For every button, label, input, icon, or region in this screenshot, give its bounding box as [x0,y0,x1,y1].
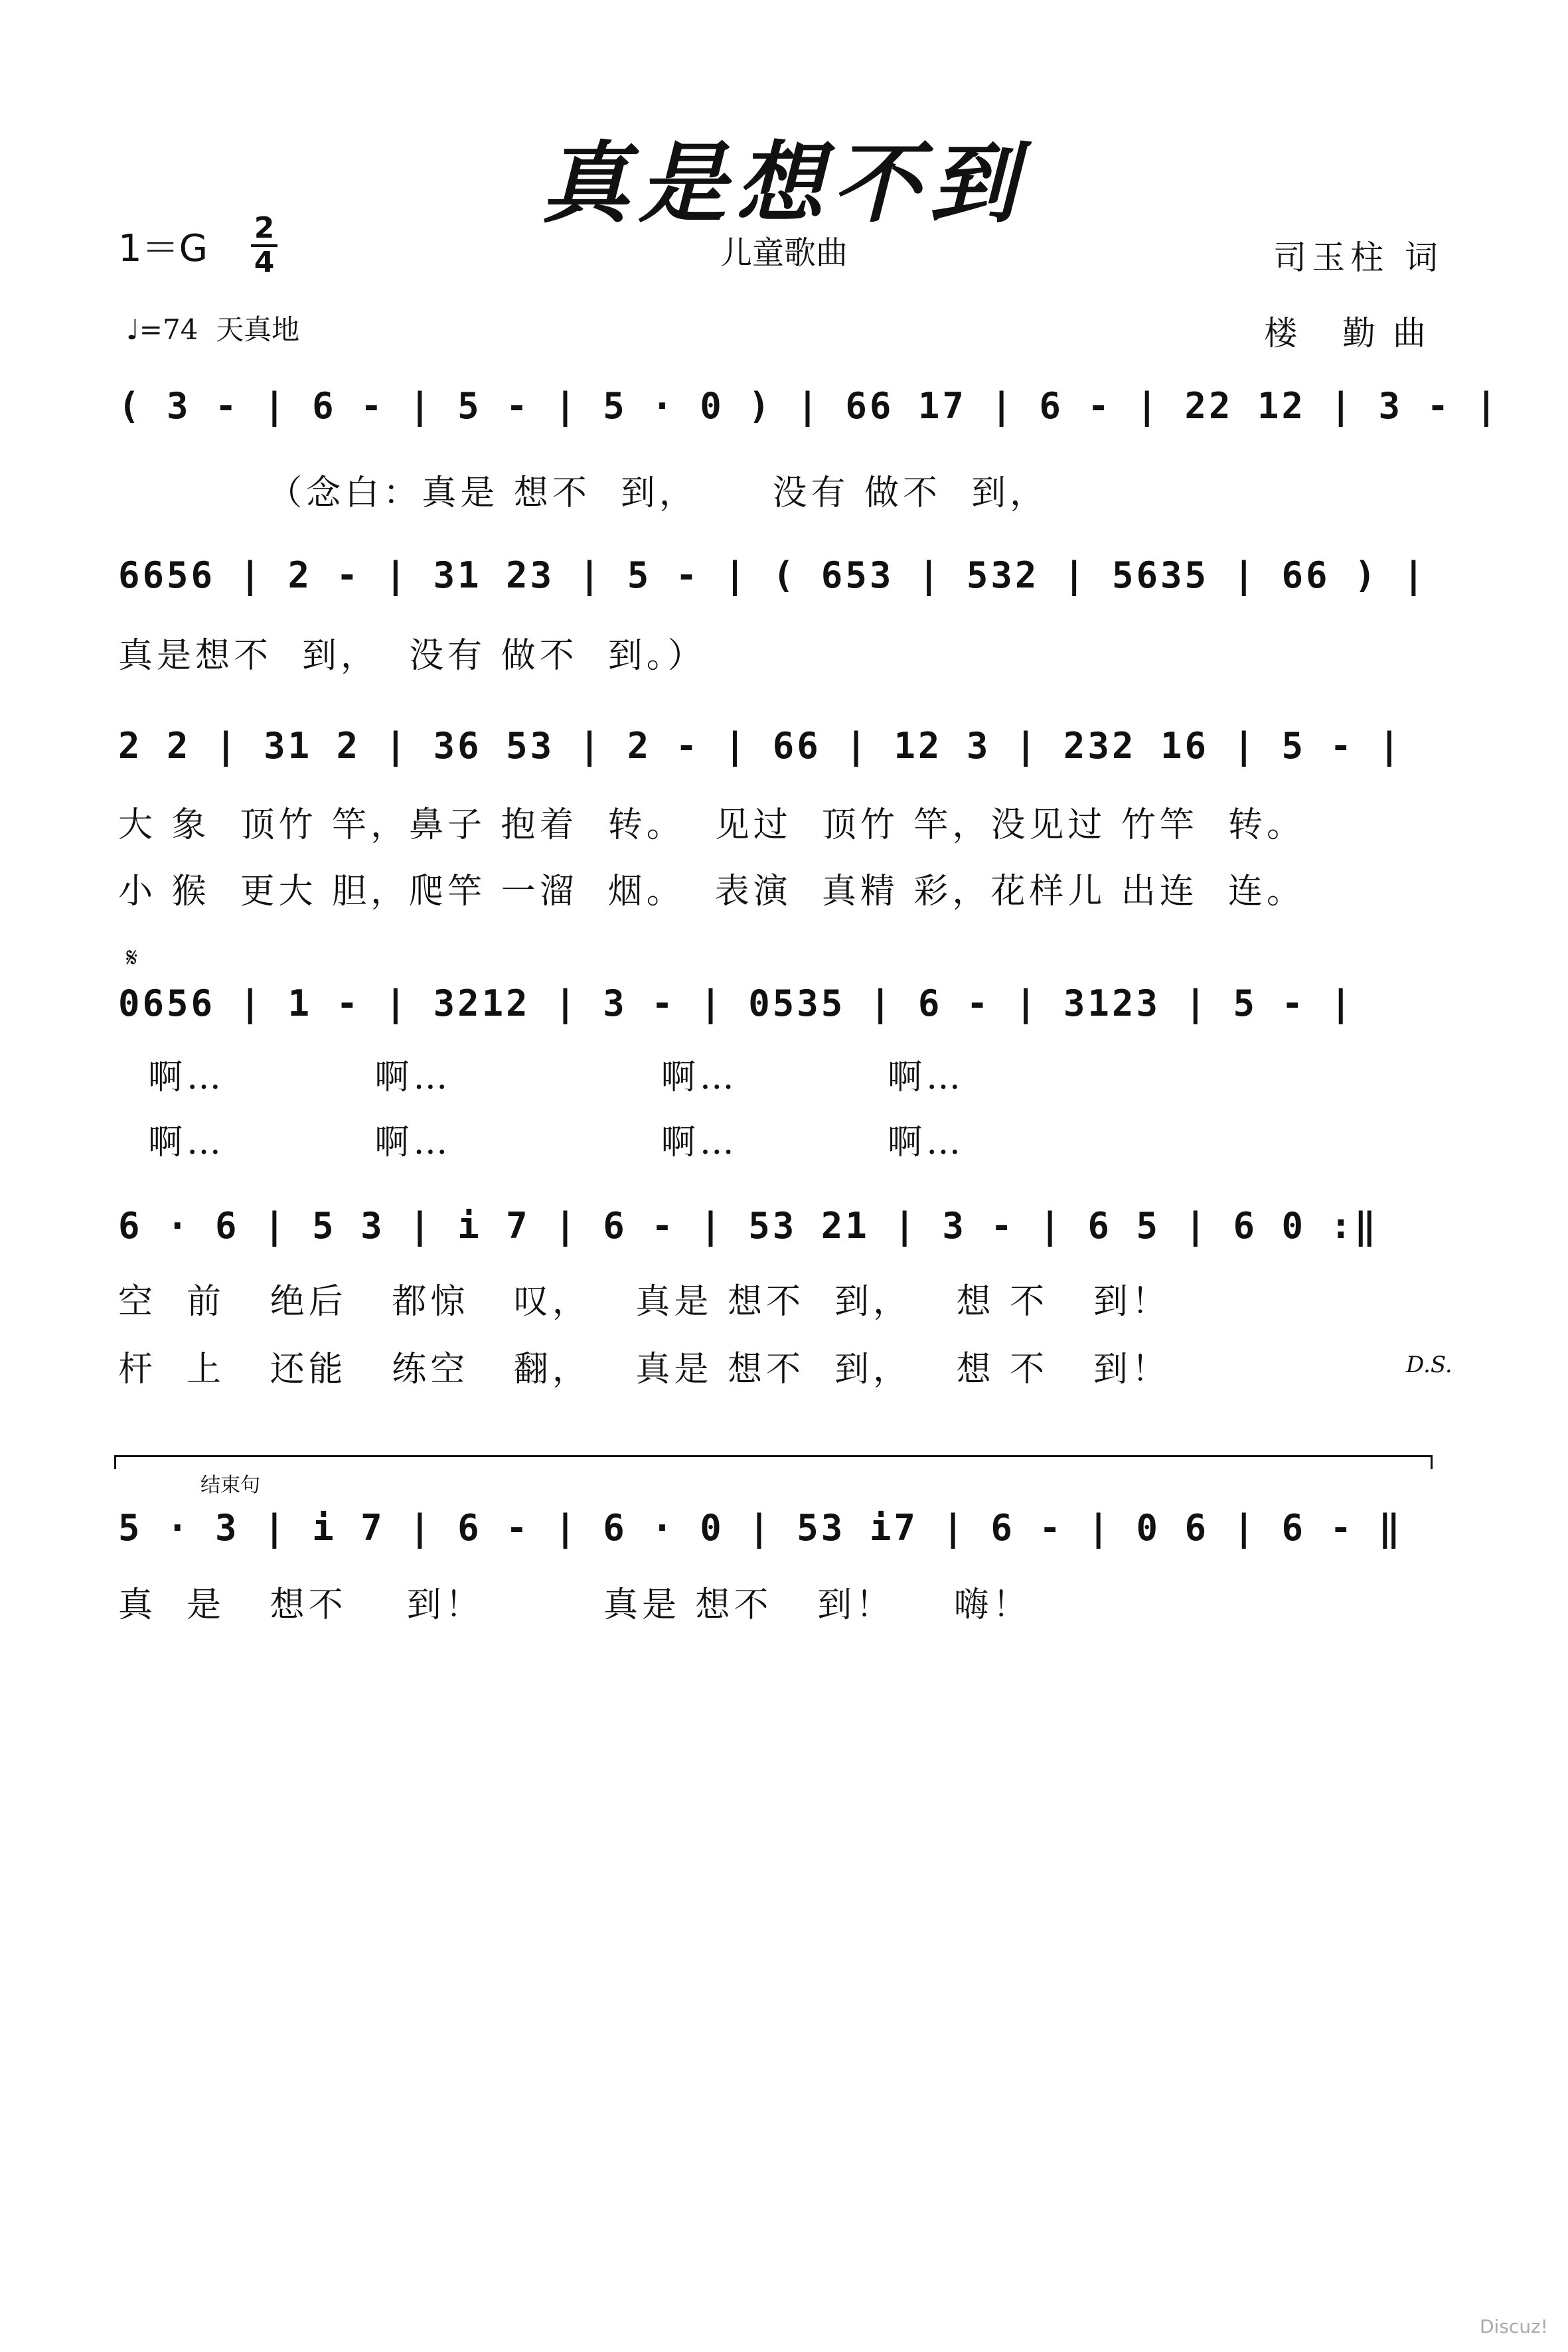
notation-row-4: 0656 | 1 - | 3212 | 3 - | 0535 | 6 - | 3123 | 5 - | [118,982,1355,1024]
tempo-marking: ♩=74 天真地 [126,313,300,346]
lyric-row-5-verse-2: 杆 上 还能 练空 翻， 真是 想不 到， 想 不 到！ [118,1350,1170,1389]
lyric-row-1: （念白：真是 想不 到， 没有 做不 到， [118,473,1049,513]
composer: 楼 勤曲 [1264,314,1443,353]
notation-row-1: ( 3 - | 6 - | 5 - | 5 · 0 ) | 66 17 | 6 - | 22 12 | 3 - | [118,385,1500,427]
lyric-row-2: 真是想不 到， 没有 做不 到。） [118,636,706,676]
time-sig-top: 2 [254,211,275,245]
lyric-row-3-verse-1: 大 象 顶竹 竿，鼻子 抱着 转。 见过 顶竹 竿，没见过 竹竿 转。 [118,805,1305,845]
time-sig-bottom: 4 [254,246,275,279]
lyric-row-5-verse-1: 空 前 绝后 都惊 叹， 真是 想不 到， 想 不 到！ [118,1282,1170,1322]
ds-marking: D.S. [1406,1352,1452,1378]
notation-row-3: 2 2 | 31 2 | 36 53 | 2 - | 66 | 12 3 | 232 16 | 5 - | [118,725,1403,767]
segno-sign: 𝄋 [126,943,138,973]
ending-bracket [114,1455,1433,1469]
key-signature: 1＝G [118,227,208,270]
notation-row-2: 6656 | 2 - | 31 23 | 5 - | ( 653 | 532 | 5635 | 66 ) | [118,554,1427,596]
notation-row-5: 6 · 6 | 5 3 | i 7 | 6 - | 53 21 | 3 - | 6 5 | 6 0 :‖ [118,1205,1379,1247]
notation-row-6: 5 · 3 | i 7 | 6 - | 6 · 0 | 53 i7 | 6 - | 0 6 | 6 - ‖ [118,1507,1403,1549]
lyric-row-4-verse-1: 啊… 啊… 啊… 啊… [118,1058,965,1097]
lyricist: 司玉柱 词 [1273,238,1443,277]
lyric-row-6: 真 是 想不 到！ 真是 想不 到！ 嗨！ [118,1585,1032,1625]
subtitle: 儿童歌曲 [720,234,848,272]
song-title: 真是想不到 [542,132,1026,235]
watermark: Discuz! [1480,2315,1548,2337]
lyric-row-3-verse-2: 小 猴 更大 胆，爬竿 一溜 烟。 表演 真精 彩，花样儿 出连 连。 [118,872,1305,911]
lyric-row-4-verse-2: 啊… 啊… 啊… 啊… [118,1123,965,1162]
ending-label: 结束句 [200,1474,260,1497]
